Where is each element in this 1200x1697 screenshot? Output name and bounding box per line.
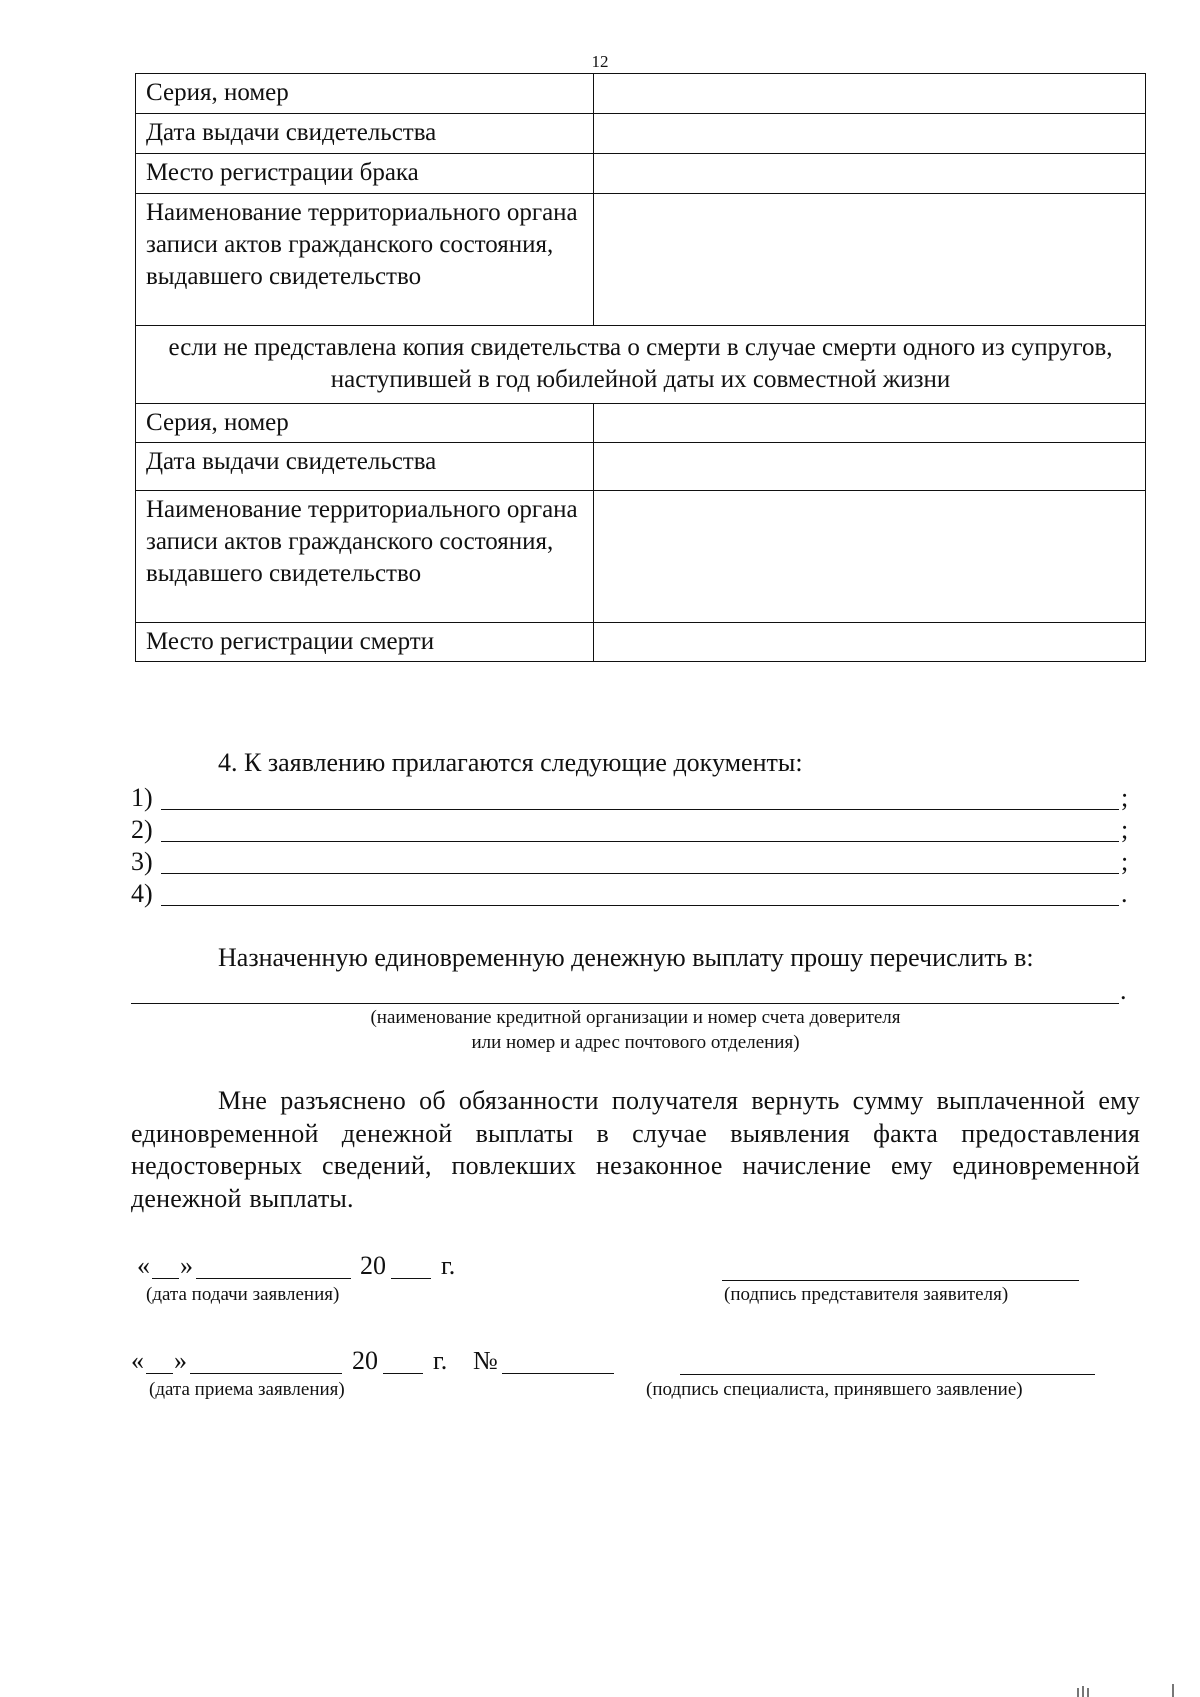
acceptance-number-sign: № bbox=[473, 1346, 498, 1375]
row-value-field[interactable] bbox=[594, 491, 1146, 623]
representative-signature-line[interactable] bbox=[722, 1280, 1079, 1281]
table-row bbox=[136, 404, 1146, 443]
document-item-terminator: ; bbox=[1121, 783, 1129, 812]
table-row bbox=[136, 154, 1146, 194]
row-label-registry-office: Наименование территориального органа записи актов гражданского состояния, выдавшего свидетельство bbox=[136, 491, 594, 623]
scan-artifact-mark bbox=[1087, 1688, 1089, 1697]
row-label-marriage-place: Место регистрации брака bbox=[136, 154, 594, 194]
page-number: 12 bbox=[591, 52, 609, 71]
certificate-details-table bbox=[135, 73, 1146, 662]
table-row bbox=[136, 194, 1146, 326]
payment-caption-line-2: или номер и адрес почтового отделения) bbox=[471, 1032, 800, 1053]
document-item-1 bbox=[131, 782, 1131, 814]
documents-heading: 4. К заявлению прилагаются следующие документы: bbox=[218, 748, 803, 777]
document-item-4 bbox=[131, 878, 1131, 910]
document-item-input-line[interactable] bbox=[161, 905, 1119, 906]
payment-line-terminator: . bbox=[1120, 976, 1127, 1005]
row-value-field[interactable] bbox=[594, 114, 1146, 154]
document-item-input-line[interactable] bbox=[161, 841, 1119, 842]
acceptance-open-quote: « bbox=[131, 1346, 144, 1375]
acceptance-month-field[interactable] bbox=[190, 1373, 342, 1374]
scan-artifact-mark bbox=[1172, 1684, 1174, 1697]
row-label-issue-date: Дата выдачи свидетельства bbox=[136, 443, 594, 491]
row-value-field[interactable] bbox=[594, 154, 1146, 194]
document-item-number: 1) bbox=[131, 783, 153, 812]
document-item-terminator: ; bbox=[1121, 815, 1129, 844]
scan-artifact-mark bbox=[1077, 1688, 1079, 1697]
submission-close-quote: » bbox=[180, 1251, 193, 1280]
document-item-input-line[interactable] bbox=[161, 873, 1119, 874]
document-item-2 bbox=[131, 814, 1131, 846]
submission-date-caption: (дата подачи заявления) bbox=[146, 1284, 340, 1305]
table-row bbox=[136, 114, 1146, 154]
specialist-signature-line[interactable] bbox=[680, 1374, 1095, 1375]
row-label-registry-office: Наименование территориального органа записи актов гражданского состояния, выдавшего свидетельство bbox=[136, 194, 594, 326]
representative-signature-caption: (подпись представителя заявителя) bbox=[724, 1284, 1009, 1305]
row-value-field[interactable] bbox=[594, 623, 1146, 662]
document-item-terminator: . bbox=[1121, 879, 1128, 908]
acceptance-date-caption: (дата приема заявления) bbox=[149, 1379, 345, 1400]
submission-year-suffix: г. bbox=[441, 1251, 456, 1280]
submission-year-prefix: 20 bbox=[360, 1251, 386, 1280]
row-label-series-number: Серия, номер bbox=[136, 74, 594, 114]
document-item-terminator: ; bbox=[1121, 847, 1129, 876]
payment-caption-line-1: (наименование кредитной организации и номер счета доверителя bbox=[370, 1007, 901, 1028]
acceptance-year-suffix: г. bbox=[433, 1346, 448, 1375]
scan-artifact-mark bbox=[1082, 1686, 1084, 1697]
row-label-death-place: Место регистрации смерти bbox=[136, 623, 594, 662]
acceptance-close-quote: » bbox=[174, 1346, 187, 1375]
acceptance-year-prefix: 20 bbox=[352, 1346, 378, 1375]
payment-details-input-line[interactable] bbox=[131, 1003, 1119, 1004]
row-label-series-number: Серия, номер bbox=[136, 404, 594, 443]
document-item-number: 4) bbox=[131, 879, 153, 908]
acceptance-number-field[interactable] bbox=[502, 1373, 614, 1374]
table-row bbox=[136, 623, 1146, 662]
table-row bbox=[136, 491, 1146, 623]
table-row bbox=[136, 443, 1146, 491]
document-item-input-line[interactable] bbox=[161, 809, 1119, 810]
table-section-row bbox=[136, 326, 1146, 404]
document-item-number: 3) bbox=[131, 847, 153, 876]
row-value-field[interactable] bbox=[594, 194, 1146, 326]
table-row bbox=[136, 74, 1146, 114]
submission-year-field[interactable] bbox=[391, 1278, 431, 1279]
submission-day-field[interactable] bbox=[152, 1278, 179, 1279]
acceptance-day-field[interactable] bbox=[146, 1373, 173, 1374]
submission-open-quote: « bbox=[137, 1251, 150, 1280]
row-value-field[interactable] bbox=[594, 74, 1146, 114]
row-value-field[interactable] bbox=[594, 443, 1146, 491]
document-item-3 bbox=[131, 846, 1131, 878]
submission-month-field[interactable] bbox=[196, 1278, 351, 1279]
specialist-signature-caption: (подпись специалиста, принявшего заявление) bbox=[646, 1379, 1023, 1400]
obligation-notice: Мне разъяснено об обязанности получателя вернуть сумму выплаченной ему единовременной денежной выплаты в случае выявления факта предоставления недостоверных сведений, повлекших незаконное начисление ему единовременной денежной выплаты. bbox=[131, 1086, 1140, 1213]
death-certificate-section-heading: если не представлена копия свидетельства о смерти в случае смерти одного из супругов, наступившей в год юбилейной даты их совместной жизни bbox=[136, 326, 1146, 404]
acceptance-year-field[interactable] bbox=[383, 1373, 423, 1374]
row-label-issue-date: Дата выдачи свидетельства bbox=[136, 114, 594, 154]
row-value-field[interactable] bbox=[594, 404, 1146, 443]
payment-instruction: Назначенную единовременную денежную выплату прошу перечислить в: bbox=[218, 943, 1034, 972]
document-item-number: 2) bbox=[131, 815, 153, 844]
